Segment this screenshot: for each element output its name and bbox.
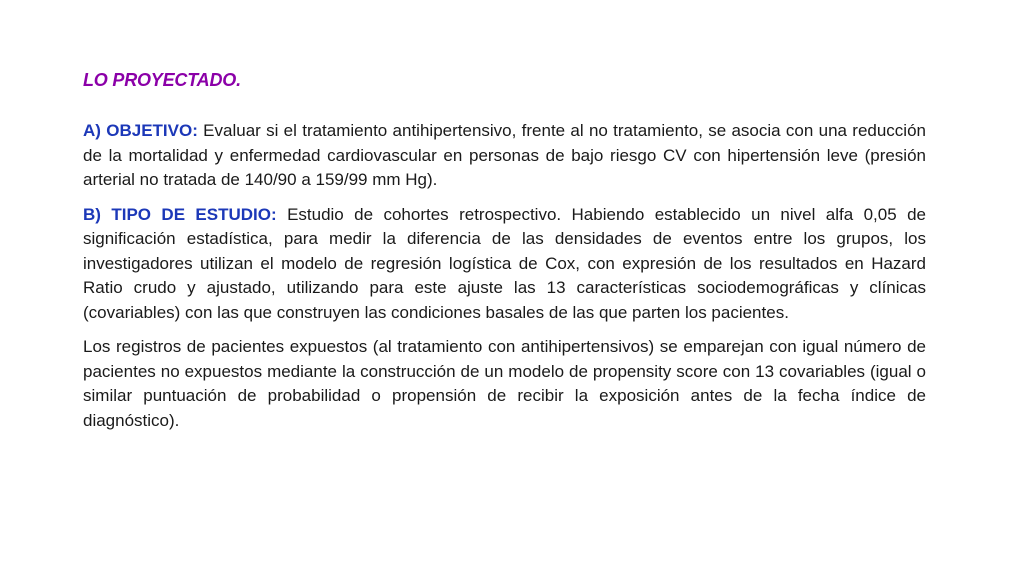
slide-content xyxy=(83,70,926,443)
objetivo-text: Evaluar si el tratamiento antihipertensivo, frente al no tratamiento, se asocia con una reducción de la mortalidad y enfermedad cardiovascular en personas de bajo riesgo CV con hipertensión leve (presión arterial no tratada de 140/90 a 159/99 mm Hg). xyxy=(83,121,926,189)
registros-text: Los registros de pacientes expuestos (al tratamiento con antihipertensivos) se emparejan con igual número de pacientes no expuestos mediante la construcción de un modelo de propensity score con 13 covariables (igual o similar puntuación de probabilidad o propensión de recibir la exposición antes de la fecha índice de diagnóstico). xyxy=(83,337,926,430)
slide-title: LO PROYECTADO. xyxy=(83,70,241,90)
objetivo-paragraph xyxy=(83,119,926,193)
tipo-estudio-text: Estudio de cohortes retrospectivo. Habiendo establecido un nivel alfa 0,05 de significación estadística, para medir la diferencia de las densidades de eventos entre los grupos, los investigadores utilizan el modelo de regresión logística de Cox, con expresión de los resultados en Hazard Ratio crudo y ajustado, utilizando para este ajuste las 13 características sociodemográficas y clínicas (covariables) con las que construyen las condiciones basales de las que parten los pacientes. xyxy=(83,204,926,322)
objetivo-label: A) OBJETIVO: xyxy=(83,121,204,140)
registros-paragraph xyxy=(83,335,926,433)
tipo-estudio-paragraph xyxy=(83,203,926,326)
tipo-estudio-label: B) TIPO DE ESTUDIO: xyxy=(83,204,288,224)
